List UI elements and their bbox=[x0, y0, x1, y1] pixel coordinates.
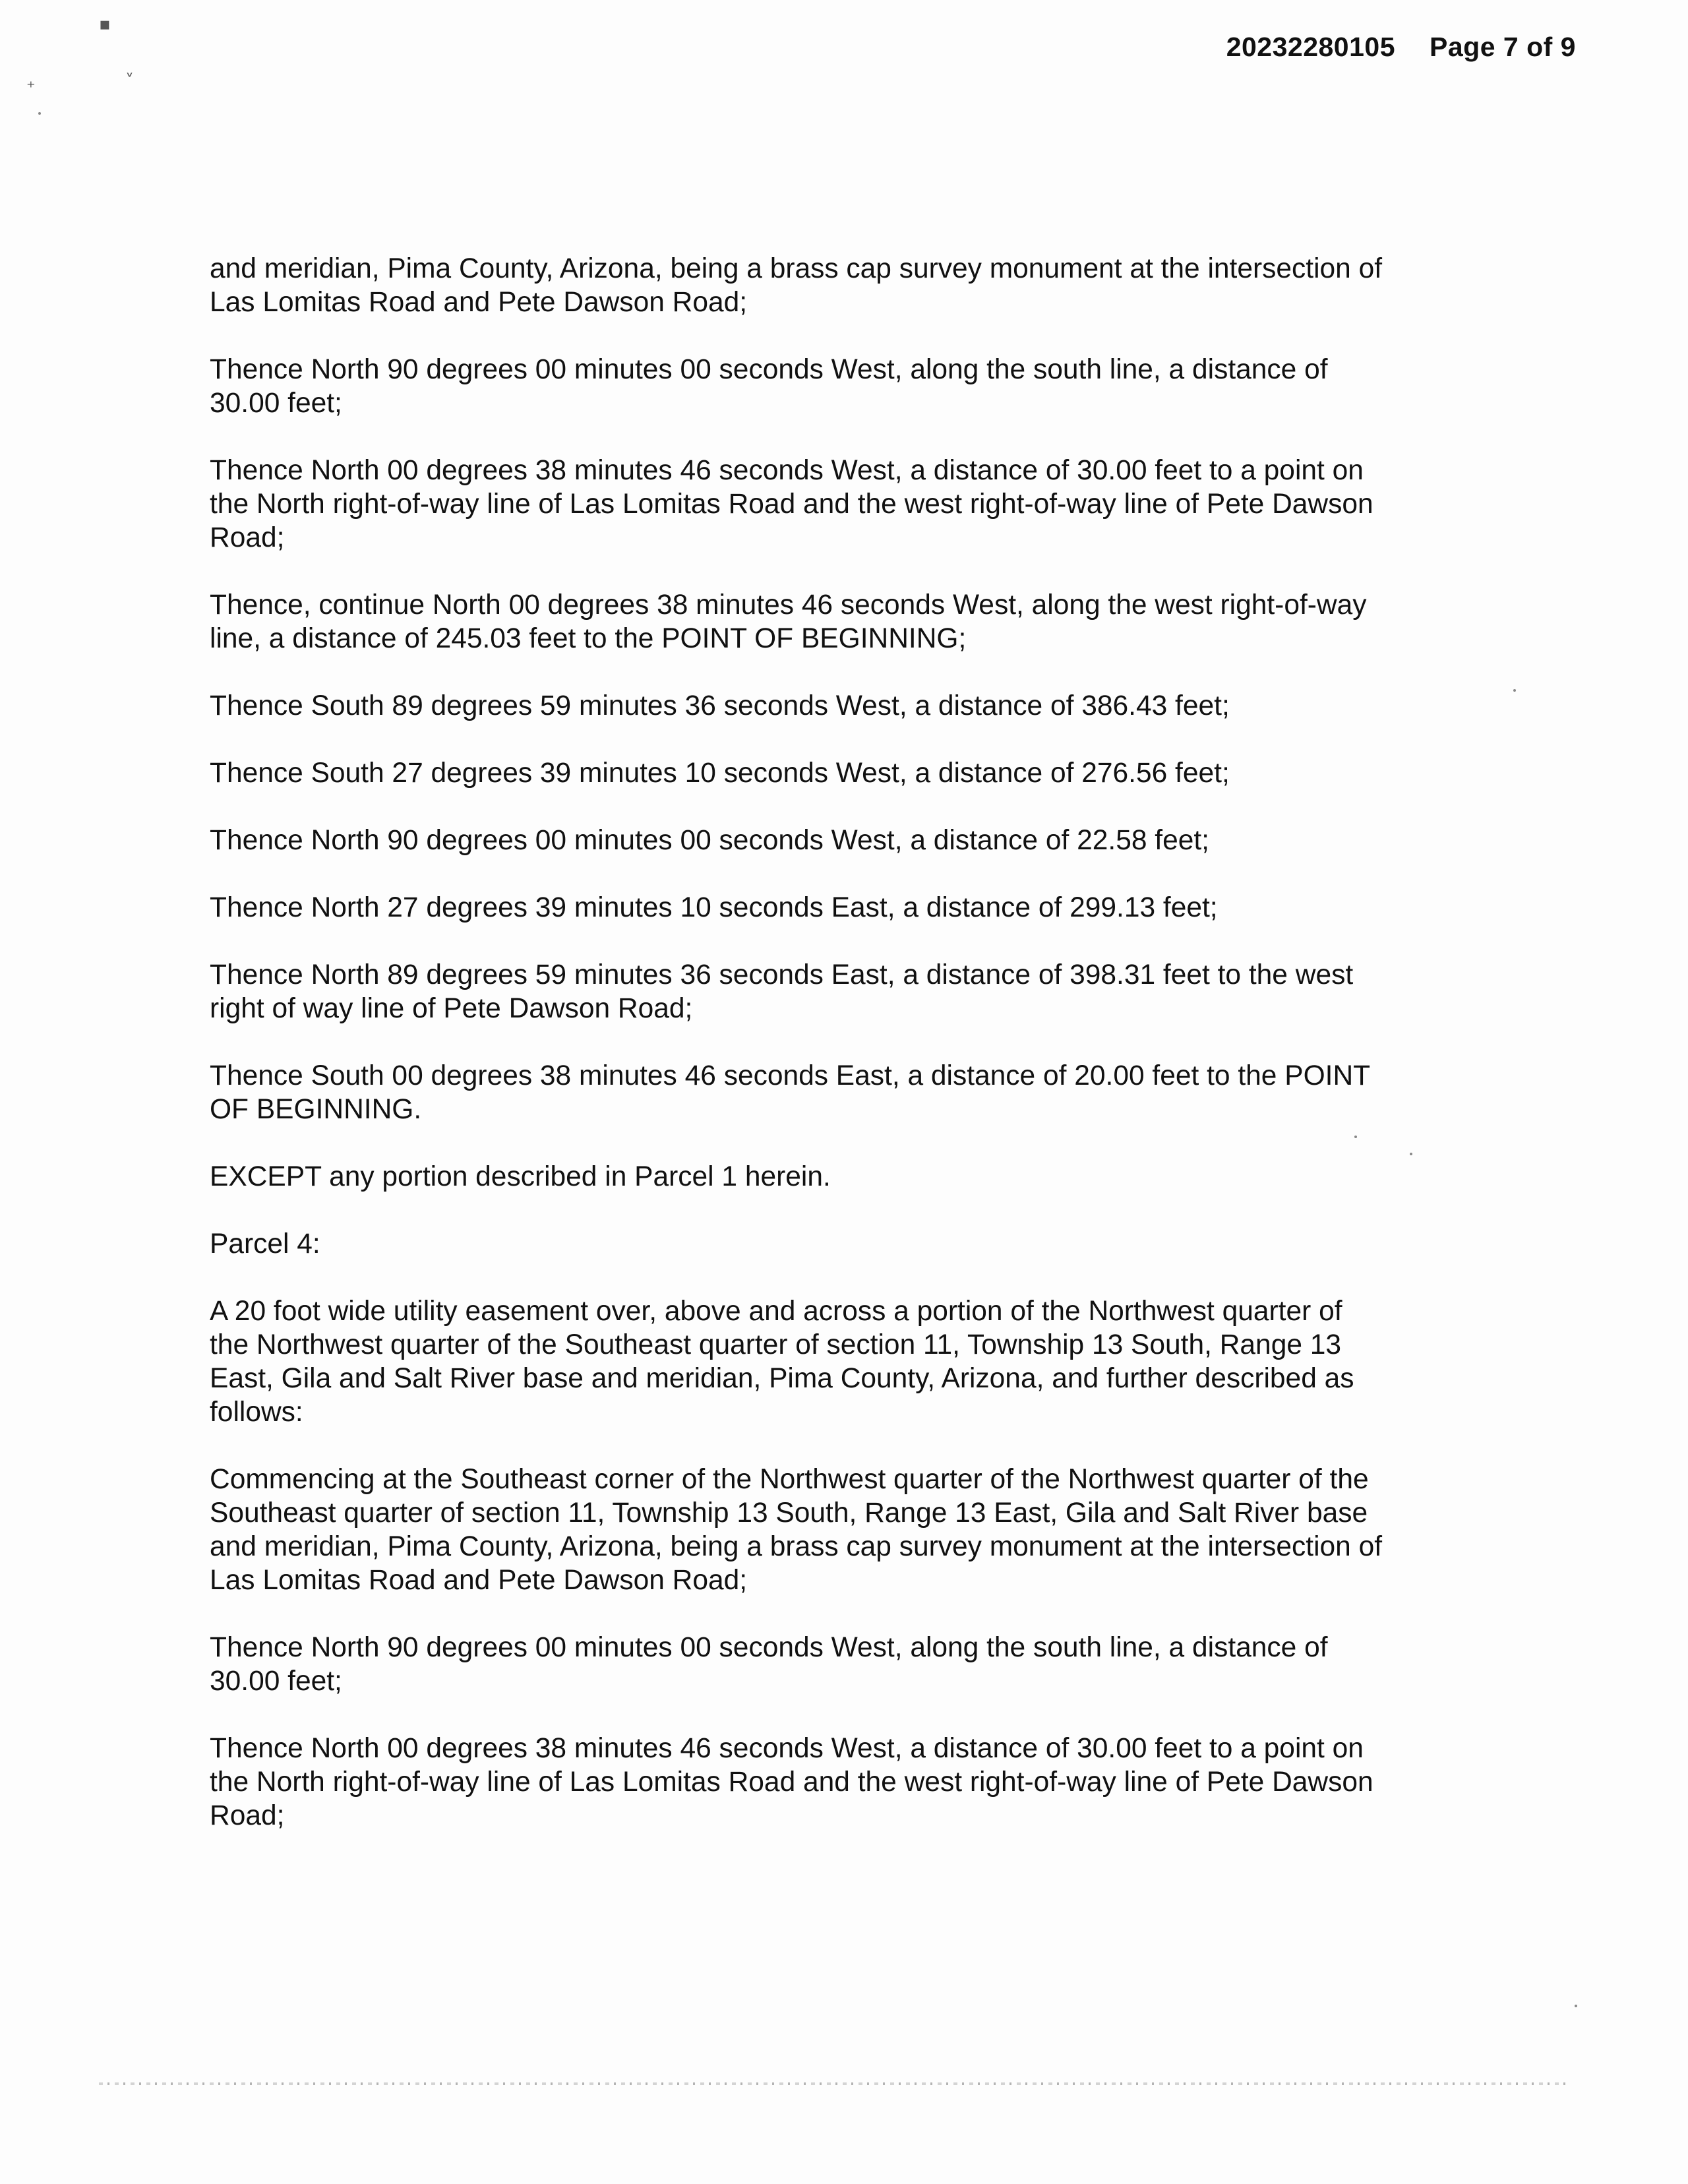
paragraph: Commencing at the Southeast corner of the Northwest quarter of the Northwest quarter of the Southeast quarter of section 11, Township 13 South, Range 13 East, Gila and Salt River base and meridian, Pima County, Arizona, being a brass cap survey monument at the intersection of Las Lomitas Road and Pete Dawson Road; bbox=[210, 1464, 1383, 1596]
document-number: 20232280105 bbox=[1226, 32, 1396, 62]
paragraph: Thence North 90 degrees 00 minutes 00 seconds West, along the south line, a distance of 30.00 feet; bbox=[210, 354, 1328, 419]
paragraph: and meridian, Pima County, Arizona, being a brass cap survey monument at the intersection of Las Lomitas Road and Pete Dawson Road; bbox=[210, 253, 1383, 318]
paragraph: Thence North 00 degrees 38 minutes 46 seconds West, a distance of 30.00 feet to a point on the North right-of-way line of Las Lomitas Road and the west right-of-way line of Pete Dawson Road; bbox=[210, 455, 1373, 553]
paragraph: EXCEPT any portion described in Parcel 1 herein. bbox=[210, 1161, 831, 1192]
paragraph: Thence North 89 degrees 59 minutes 36 seconds East, a distance of 398.31 feet to the west right of way line of Pete Dawson Road; bbox=[210, 959, 1354, 1024]
paragraph: Thence North 90 degrees 00 minutes 00 seconds West, along the south line, a distance of 30.00 feet; bbox=[210, 1632, 1328, 1697]
scan-speck: ▪ bbox=[99, 15, 111, 34]
scan-speck: ˅ bbox=[125, 71, 134, 91]
paragraph: Thence South 89 degrees 59 minutes 36 seconds West, a distance of 386.43 feet; bbox=[210, 690, 1230, 721]
paragraph: Thence North 27 degrees 39 minutes 10 seconds East, a distance of 299.13 feet; bbox=[210, 892, 1218, 923]
paragraph: Thence South 27 degrees 39 minutes 10 seconds West, a distance of 276.56 feet; bbox=[210, 758, 1230, 789]
paragraph: Thence North 90 degrees 00 minutes 00 seconds West, a distance of 22.58 feet; bbox=[210, 825, 1209, 856]
paragraph: A 20 foot wide utility easement over, above and across a portion of the Northwest quarter of the Northwest quarter of the Southeast quarter of section 11, Township 13 South, Range 13 East, Gila and Salt River base and meridian, Pima County, Arizona, and further described as follows: bbox=[210, 1296, 1354, 1428]
scan-edge-noise bbox=[99, 2082, 1569, 2085]
scan-speck: ⁺ bbox=[26, 78, 36, 98]
paragraph: Thence, continue North 00 degrees 38 minutes 46 seconds West, along the west right-of-way line, a distance of 245.03 feet to the POINT OF BEGINNING; bbox=[210, 590, 1367, 654]
legal-description-body bbox=[210, 252, 1449, 1866]
page-number: Page 7 of 9 bbox=[1430, 32, 1576, 62]
page-header bbox=[1226, 32, 1576, 63]
scan-speck bbox=[1513, 689, 1516, 692]
paragraph: Thence North 00 degrees 38 minutes 46 seconds West, a distance of 30.00 feet to a point on the North right-of-way line of Las Lomitas Road and the west right-of-way line of Pete Dawson Road; bbox=[210, 1733, 1373, 1831]
scan-speck bbox=[38, 112, 41, 115]
paragraph: Thence South 00 degrees 38 minutes 46 seconds East, a distance of 20.00 feet to the POINT OF BEGINNING. bbox=[210, 1060, 1371, 1125]
parcel-heading: Parcel 4: bbox=[210, 1228, 320, 1259]
scan-speck bbox=[1575, 2005, 1577, 2007]
